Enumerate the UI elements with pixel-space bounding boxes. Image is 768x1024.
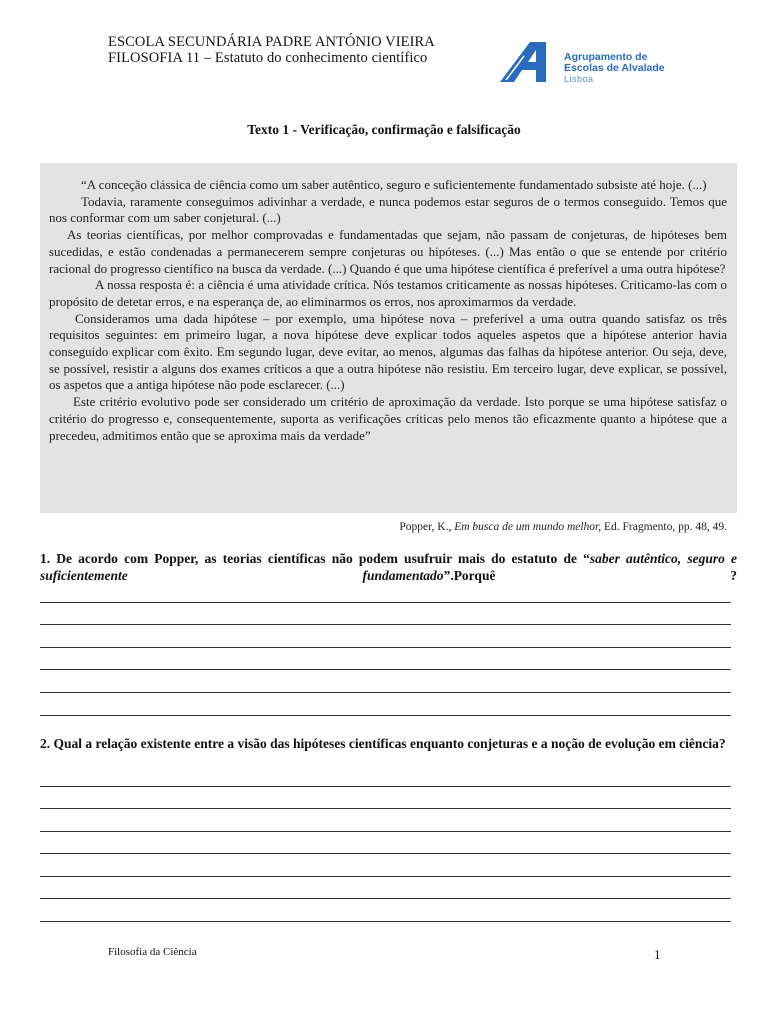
answer-line-q2[interactable] xyxy=(40,808,731,809)
quote-paragraph: Todavia, raramente conseguimos adivinhar a verdade, e nunca podemos estar seguros de o termos conseguido. Temos que nos conformar com um saber conjetural. (...) xyxy=(49,193,727,226)
quote-paragraph: As teorias científicas, por melhor comprovadas e fundamentadas que sejam, não passam de conjeturas, de hipóteses bem sucedidas, e estão condenadas a permanecerem sempre conjeturas ou hipóteses. (...) Mas então o que se entende por critério racional do progresso científico na busca da verdade. (...) Quando é que uma hipótese científica é preferível a uma outra hipótese? xyxy=(49,227,727,276)
quote-box xyxy=(40,163,737,533)
question-1-text xyxy=(40,550,737,584)
footer-subject: Filosofia da Ciência xyxy=(108,946,197,958)
question-1-number: 1. xyxy=(40,551,51,566)
question-1-quoted-phrase: saber autêntico, seguro e suficientemente fundamentado xyxy=(40,551,737,583)
citation-rest: Ed. Fragmento, pp. 48, 49. xyxy=(601,521,727,533)
quote-citation xyxy=(399,521,727,533)
answer-line-q1[interactable] xyxy=(40,692,731,693)
logo-line-3: Lisboa xyxy=(564,74,594,84)
page-number: 1 xyxy=(654,947,661,962)
answer-line-q1[interactable] xyxy=(40,715,731,716)
quote-text xyxy=(49,177,727,444)
answer-line-q2[interactable] xyxy=(40,876,731,877)
question-1-text-start: De acordo com Popper, as teorias científicas não podem usufruir mais do estatuto de “ xyxy=(50,551,590,566)
question-2-text-body: Qual a relação existente entre a visão das hipóteses científicas enquanto conjeturas e a noção de evolução em ciência? xyxy=(50,736,726,751)
answer-line-q1[interactable] xyxy=(40,669,731,670)
quote-paragraph: Este critério evolutivo pode ser considerado um critério de aproximação da verdade. Isto porque se uma hipótese satisfaz o critério do progresso e, consequentemente, suporta as verificações críticas pelo menos tão eficazmente quanto a hipótese que a precedeu, admitimos então que se aproxima mais da verdade” xyxy=(49,394,727,443)
question-2-number: 2. xyxy=(40,736,51,751)
question-1 xyxy=(40,550,737,584)
answer-line-q1[interactable] xyxy=(40,602,731,603)
logo-text xyxy=(564,52,665,84)
logo-line-2: Escolas de Alvalade xyxy=(564,62,665,74)
question-2-text xyxy=(40,735,737,752)
citation-title: Em busca de um mundo melhor, xyxy=(454,521,602,533)
logo-a-mark-icon xyxy=(500,40,570,84)
document-header xyxy=(108,34,435,66)
answer-line-q2[interactable] xyxy=(40,786,731,787)
school-logo xyxy=(500,40,680,84)
answer-line-q1[interactable] xyxy=(40,624,731,625)
quote-paragraph: “A conceção clássica de ciência como um saber autêntico, seguro e suficientemente fundamentado subsiste até hoje. (...) xyxy=(81,177,707,192)
answer-line-q2[interactable] xyxy=(40,853,731,854)
quote-paragraph: Consideramos uma dada hipótese – por exemplo, uma hipótese nova – preferível a uma outra quando satisfaz os três requisitos seguintes: em primeiro lugar, a nova hipótese deve explicar todos aqueles aspetos que a hipótese anterior havia conseguido explicar com êxito. Em segundo lugar, deve evitar, ao menos, algumas das falhas da hipótese anterior. Ou seja, deve, se possível, resistir a alguns dos exames críticos a que a outra hipótese não resistiu. Em terceiro lugar, deve explicar, se possível, os aspetos que a antiga hipótese não pode esclarecer. (...) xyxy=(49,310,727,393)
question-1-text-end: ”.Porquê ? xyxy=(443,568,737,583)
answer-line-q1[interactable] xyxy=(40,647,731,648)
text-title: Texto 1 - Verificação, confirmação e falsificação xyxy=(247,122,521,137)
answer-line-q2[interactable] xyxy=(40,898,731,899)
subject-line: FILOSOFIA 11 – Estatuto do conhecimento científico xyxy=(108,50,428,66)
question-2 xyxy=(40,735,737,752)
answer-line-q2[interactable] xyxy=(40,921,731,922)
school-name: ESCOLA SECUNDÁRIA PADRE ANTÓNIO VIEIRA xyxy=(108,34,435,50)
logo-line-1: Agrupamento de xyxy=(564,51,648,63)
quote-paragraph: A nossa resposta é: a ciência é uma atividade crítica. Nós testamos criticamente as nossas hipóteses. Criticamo-las com o propósito de detetar erros, e na esperança de, ao eliminarmos os erros, nos aproximarmos da verdade. xyxy=(49,277,727,309)
answer-line-q2[interactable] xyxy=(40,831,731,832)
citation-author: Popper, K., xyxy=(399,521,455,533)
